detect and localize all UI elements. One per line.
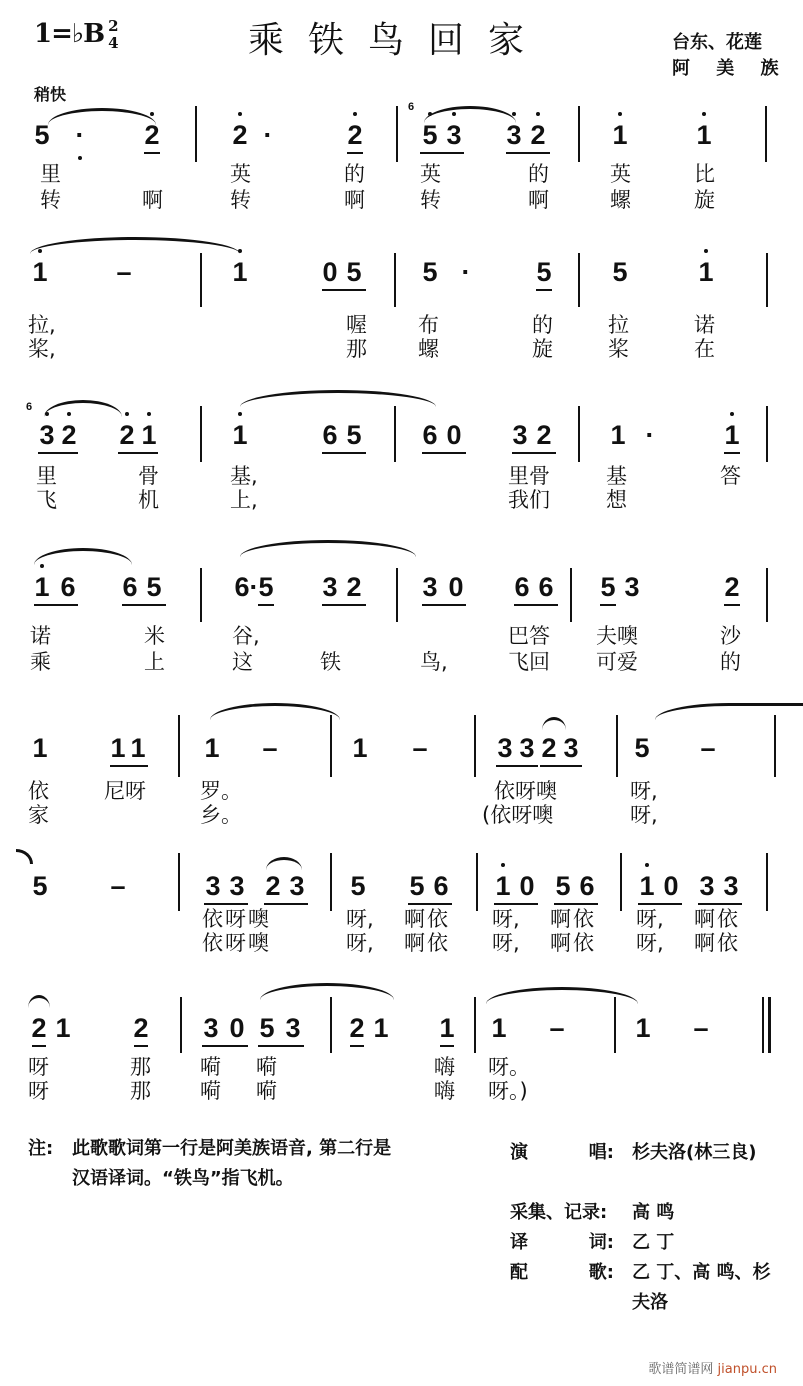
lyric: 嗬 <box>256 1079 277 1103</box>
underline <box>422 604 466 606</box>
lyric: 嗨 <box>434 1079 455 1103</box>
final-barline-thin <box>762 997 764 1053</box>
barline <box>614 997 616 1053</box>
dash: – <box>262 733 278 763</box>
lyric: 转 <box>420 188 441 212</box>
note: 2 <box>31 1013 47 1043</box>
lyric: 英 <box>610 162 631 186</box>
watermark-en: jianpu.cn <box>717 1362 777 1377</box>
note: 1 <box>110 733 126 763</box>
slur <box>44 400 122 417</box>
watermark <box>648 1358 777 1377</box>
slur <box>28 995 50 1008</box>
lyric: 上 <box>144 650 165 674</box>
note: 3 <box>512 420 528 450</box>
note: 3 <box>36 420 58 450</box>
credit-performer <box>510 1138 782 1168</box>
credit-translator <box>510 1228 782 1258</box>
underline <box>122 604 166 606</box>
lyric: 呀, <box>346 907 374 931</box>
lyric: 啊依 <box>404 931 450 955</box>
lyric: 呀, <box>636 931 664 955</box>
underline <box>118 452 158 454</box>
lyric: 依呀噢 <box>202 931 271 955</box>
note: 3 <box>203 1013 219 1043</box>
lyric: 乡。 <box>200 803 242 827</box>
note: 5 <box>422 257 438 287</box>
barline <box>620 853 622 911</box>
note: 6 <box>322 420 338 450</box>
note: 5 <box>259 1013 275 1043</box>
underline <box>258 604 274 606</box>
note: 1 <box>30 572 54 602</box>
underline <box>202 1045 248 1047</box>
key-text: 1=♭B <box>34 19 105 49</box>
lyric: 呀 <box>28 1055 49 1079</box>
note: 5 <box>34 120 50 150</box>
credit-label: 配 <box>510 1262 528 1283</box>
lyric: 米 <box>144 624 165 648</box>
barline <box>178 715 180 777</box>
lyric: 家 <box>28 803 49 827</box>
note: 1 <box>692 120 716 150</box>
lyric: 机 <box>138 488 159 512</box>
note: 1 <box>608 120 632 150</box>
credit-value: 乙 丁、高 鸣、杉夫洛 <box>632 1262 771 1313</box>
note: 2 <box>133 1013 149 1043</box>
barline <box>178 853 180 911</box>
lyric: 沙 <box>720 624 741 648</box>
lyric: 呀, <box>492 907 520 931</box>
lyric: 夫噢 <box>596 624 638 648</box>
underline <box>144 152 160 154</box>
note: 1 <box>204 733 220 763</box>
lyric: 那 <box>130 1055 151 1079</box>
note: 2 <box>349 1013 365 1043</box>
note: 0 <box>446 420 462 450</box>
barline <box>578 253 580 307</box>
lyric: 尼呀 <box>104 779 146 803</box>
time-denominator: 4 <box>108 34 118 52</box>
note: 5 <box>612 257 628 287</box>
underline <box>322 604 366 606</box>
note: 5 <box>346 257 362 287</box>
note: 2 <box>265 871 281 901</box>
lyric: 骨 <box>138 464 159 488</box>
lyric: 谷, <box>232 624 260 648</box>
lyric: 的 <box>528 162 549 186</box>
note: 5 <box>146 572 162 602</box>
lyric: 上, <box>230 488 258 512</box>
barline <box>765 106 767 162</box>
dash: – <box>693 1013 709 1043</box>
note-dot: · <box>461 257 471 287</box>
barline <box>394 253 396 307</box>
note-dot: · <box>645 420 655 450</box>
lyric: (依呀噢 <box>482 803 554 827</box>
underline <box>38 452 78 454</box>
final-barline-thick <box>768 997 771 1053</box>
barline <box>570 568 572 622</box>
credit-label: 采集、记录: <box>510 1202 608 1223</box>
barline <box>616 715 618 777</box>
slur <box>655 703 803 720</box>
note: 5 <box>32 871 48 901</box>
note: 6 <box>422 420 438 450</box>
underline <box>494 903 538 905</box>
underline <box>496 765 538 767</box>
lyric: 在 <box>694 337 715 361</box>
underline <box>264 903 308 905</box>
note: 3 <box>229 871 245 901</box>
note: 6 <box>433 871 449 901</box>
lyric: 啊依 <box>694 907 740 931</box>
barline <box>578 406 580 462</box>
lyric: 英 <box>420 162 441 186</box>
lyric: 呀, <box>492 931 520 955</box>
lyric: 依呀噢 <box>202 907 271 931</box>
dash: – <box>110 871 126 901</box>
note: 3 <box>422 572 438 602</box>
grace-note: 6 <box>408 101 415 113</box>
note: 2 <box>116 420 138 450</box>
dash: – <box>116 257 132 287</box>
note: 1 <box>228 257 252 287</box>
lyric: 啊依 <box>550 931 596 955</box>
lyric: 喔 <box>346 313 367 337</box>
note: 0 <box>229 1013 245 1043</box>
slur <box>240 390 436 407</box>
lyric: 啊 <box>142 188 163 212</box>
lyric: 拉 <box>608 313 629 337</box>
lyric: 嗬 <box>200 1079 221 1103</box>
note: 1 <box>694 257 718 287</box>
underline <box>600 604 616 606</box>
lyric: 旋 <box>694 188 715 212</box>
underline <box>204 903 248 905</box>
lyric: 巴答 <box>508 624 550 648</box>
note: 6 <box>579 871 595 901</box>
underline <box>32 1045 46 1047</box>
note: 6 <box>60 572 76 602</box>
note: 3 <box>699 871 715 901</box>
note: 5 <box>555 871 571 901</box>
watermark-cn: 歌谱简谱网 <box>648 1362 714 1377</box>
underline <box>512 452 556 454</box>
note: 1 <box>228 420 252 450</box>
lyric: 那 <box>130 1079 151 1103</box>
note: 6 <box>122 572 138 602</box>
note: 3 <box>205 871 221 901</box>
lyric: 我们 <box>508 488 550 512</box>
slur-continuation <box>16 849 33 864</box>
lyric: 嗨 <box>434 1055 455 1079</box>
barline <box>474 715 476 777</box>
credits-block <box>510 1138 782 1318</box>
lyric: 呀, <box>630 779 658 803</box>
lyric: 拉, <box>28 313 56 337</box>
lyric: 呀, <box>630 803 658 827</box>
footnote-label: 注: <box>28 1138 54 1159</box>
origin-ethnic-group: 阿 美 族 <box>672 58 789 79</box>
dash: – <box>549 1013 565 1043</box>
song-origin <box>672 30 789 82</box>
note: 1 <box>55 1013 71 1043</box>
underline <box>638 903 682 905</box>
lyric: 啊依 <box>694 931 740 955</box>
underline <box>258 1045 304 1047</box>
credit-collector <box>510 1198 782 1228</box>
lyric: 布 <box>418 313 439 337</box>
note: 3 <box>624 572 640 602</box>
underline <box>422 452 466 454</box>
note: 1 <box>492 871 514 901</box>
lyric: 的 <box>344 162 365 186</box>
lyric: 飞 <box>36 488 57 512</box>
lyric: 答 <box>720 464 741 488</box>
slur <box>30 237 240 254</box>
note: 0 <box>448 572 464 602</box>
underline <box>554 903 598 905</box>
note: 1 <box>491 1013 507 1043</box>
note: 0 <box>322 257 338 287</box>
barline <box>766 853 768 911</box>
note: 1 <box>352 733 368 763</box>
note: 5 <box>418 120 442 150</box>
lyric: 转 <box>40 188 61 212</box>
barline <box>200 406 202 462</box>
note: 2 <box>541 733 557 763</box>
song-title: 乘铁鸟回家 <box>248 20 549 61</box>
note: 1 <box>720 420 744 450</box>
lyric: 可爱 <box>596 650 638 674</box>
note: 5 <box>634 733 650 763</box>
underline <box>698 903 742 905</box>
lyric: 基 <box>606 464 627 488</box>
lyric: 嗬 <box>200 1055 221 1079</box>
lyric: 啊 <box>528 188 549 212</box>
lyric: 啊依 <box>404 907 450 931</box>
note: 5 <box>600 572 616 602</box>
note: 5 <box>346 420 362 450</box>
lyric: 嗬 <box>256 1055 277 1079</box>
note: 3 <box>519 733 535 763</box>
note: 2 <box>724 572 740 602</box>
underline <box>134 1045 148 1047</box>
lyric: 里骨 <box>508 464 550 488</box>
note: 1 <box>373 1013 389 1043</box>
slur <box>34 548 132 565</box>
lyric: 转 <box>230 188 251 212</box>
note: 2 <box>346 572 362 602</box>
credit-value: 乙 丁 <box>632 1232 675 1253</box>
credit-arranger <box>510 1258 782 1318</box>
barline <box>195 106 197 162</box>
barline <box>330 997 332 1053</box>
note: 3 <box>285 1013 301 1043</box>
credit-label: 词: <box>588 1232 614 1253</box>
note: 1 <box>32 733 48 763</box>
note: 2 <box>343 120 367 150</box>
underline <box>506 152 550 154</box>
lyric: 飞回 <box>508 650 550 674</box>
underline <box>514 604 558 606</box>
lyric: 旋 <box>532 337 553 361</box>
credit-label: 演 <box>510 1142 528 1163</box>
dash: – <box>700 733 716 763</box>
lyric: 鸟, <box>420 650 448 674</box>
lyric: 啊 <box>344 188 365 212</box>
lyric: 乘 <box>30 650 51 674</box>
note: 3 <box>723 871 739 901</box>
time-numerator: 2 <box>108 17 118 35</box>
lyric: 比 <box>694 162 715 186</box>
dash: – <box>412 733 428 763</box>
key-signature <box>34 18 118 52</box>
barline <box>766 253 768 307</box>
note: 2 <box>58 420 80 450</box>
underline <box>110 765 148 767</box>
underline <box>322 289 366 291</box>
credit-value: 高 鸣 <box>632 1202 675 1223</box>
barline <box>474 997 476 1053</box>
note: 0 <box>663 871 679 901</box>
underline <box>536 289 552 291</box>
credit-label: 译 <box>510 1232 528 1253</box>
lyric: 呀 <box>28 1079 49 1103</box>
underline <box>540 765 582 767</box>
lyric: 桨, <box>28 337 56 361</box>
underline <box>347 152 363 154</box>
barline <box>330 715 332 777</box>
lyric: 诺 <box>30 624 51 648</box>
slur <box>210 703 340 720</box>
note: 1 <box>610 420 626 450</box>
note: 2 <box>536 420 552 450</box>
barline <box>180 997 182 1053</box>
tempo-marking: 稍快 <box>34 85 67 104</box>
origin-region: 台东、花莲 <box>672 32 762 53</box>
note: 1 <box>635 1013 651 1043</box>
note: 3 <box>497 733 513 763</box>
barline <box>766 568 768 622</box>
lyric: 那 <box>346 337 367 361</box>
note: 1 <box>28 257 52 287</box>
credit-value: 杉夫洛(林三良) <box>632 1142 757 1163</box>
note: 0 <box>519 871 535 901</box>
lyric: 罗。 <box>200 779 242 803</box>
lyric: 里 <box>36 464 57 488</box>
note: 3 <box>289 871 305 901</box>
lyric: 呀。 <box>488 1055 530 1079</box>
note-dotted: 6·5 <box>234 572 274 602</box>
slur <box>260 983 394 1000</box>
lyric: 铁 <box>320 650 341 674</box>
lyric: 基, <box>230 464 258 488</box>
lyric: 螺 <box>610 188 631 212</box>
grace-note: 6 <box>26 401 33 413</box>
lyric: 桨 <box>608 337 629 361</box>
underline <box>420 152 464 154</box>
barline <box>476 853 478 911</box>
barline <box>766 406 768 462</box>
note: 2 <box>140 120 164 150</box>
note: 2 <box>526 120 550 150</box>
credit-label: 唱: <box>588 1142 614 1163</box>
lyric: 呀, <box>346 931 374 955</box>
note: 3 <box>502 120 526 150</box>
note: 5 <box>409 871 425 901</box>
note: 5 <box>536 257 552 287</box>
note: 5 <box>350 871 366 901</box>
underline <box>440 1045 454 1047</box>
note: 3 <box>442 120 466 150</box>
note-dot: · <box>70 120 90 150</box>
note: 2 <box>228 120 252 150</box>
barline <box>396 106 398 162</box>
lyric: 诺 <box>694 313 715 337</box>
footnote-line-1: 此歌歌词第一行是阿美族语音, 第二行是 <box>72 1138 392 1159</box>
lyric: 的 <box>720 650 741 674</box>
barline <box>578 106 580 162</box>
barline <box>396 568 398 622</box>
lyric: 螺 <box>418 337 439 361</box>
underline <box>408 903 452 905</box>
lyric: 依 <box>28 779 49 803</box>
lyric: 呀。) <box>488 1079 528 1103</box>
slur <box>240 540 416 557</box>
barline <box>200 253 202 307</box>
slur <box>266 857 302 870</box>
barline <box>330 853 332 911</box>
lyric: 这 <box>232 650 253 674</box>
lyric: 想 <box>606 488 627 512</box>
underline <box>322 452 366 454</box>
barline <box>774 715 776 777</box>
barline <box>394 406 396 462</box>
slur <box>542 717 566 730</box>
credit-label: 歌: <box>588 1262 614 1283</box>
note: 3 <box>322 572 338 602</box>
note: 1 <box>636 871 658 901</box>
lyric: 呀, <box>636 907 664 931</box>
lyric: 依呀噢 <box>494 779 557 803</box>
note: 1 <box>130 733 146 763</box>
underline <box>350 1045 364 1047</box>
note: 3 <box>563 733 579 763</box>
note: 6 <box>538 572 554 602</box>
lyric: 英 <box>230 162 251 186</box>
time-signature <box>108 18 117 52</box>
note: 1 <box>138 420 160 450</box>
underline <box>724 604 740 606</box>
underline <box>34 604 78 606</box>
lyric: 里 <box>40 162 61 186</box>
barline <box>200 568 202 622</box>
underline <box>724 452 740 454</box>
note-dot: · <box>263 120 273 150</box>
lyric: 啊依 <box>550 907 596 931</box>
lyric: 的 <box>532 313 553 337</box>
footnote-line-2: 汉语译词。“铁鸟”指飞机。 <box>72 1168 294 1189</box>
note: 1 <box>439 1013 455 1043</box>
note: 6 <box>514 572 530 602</box>
